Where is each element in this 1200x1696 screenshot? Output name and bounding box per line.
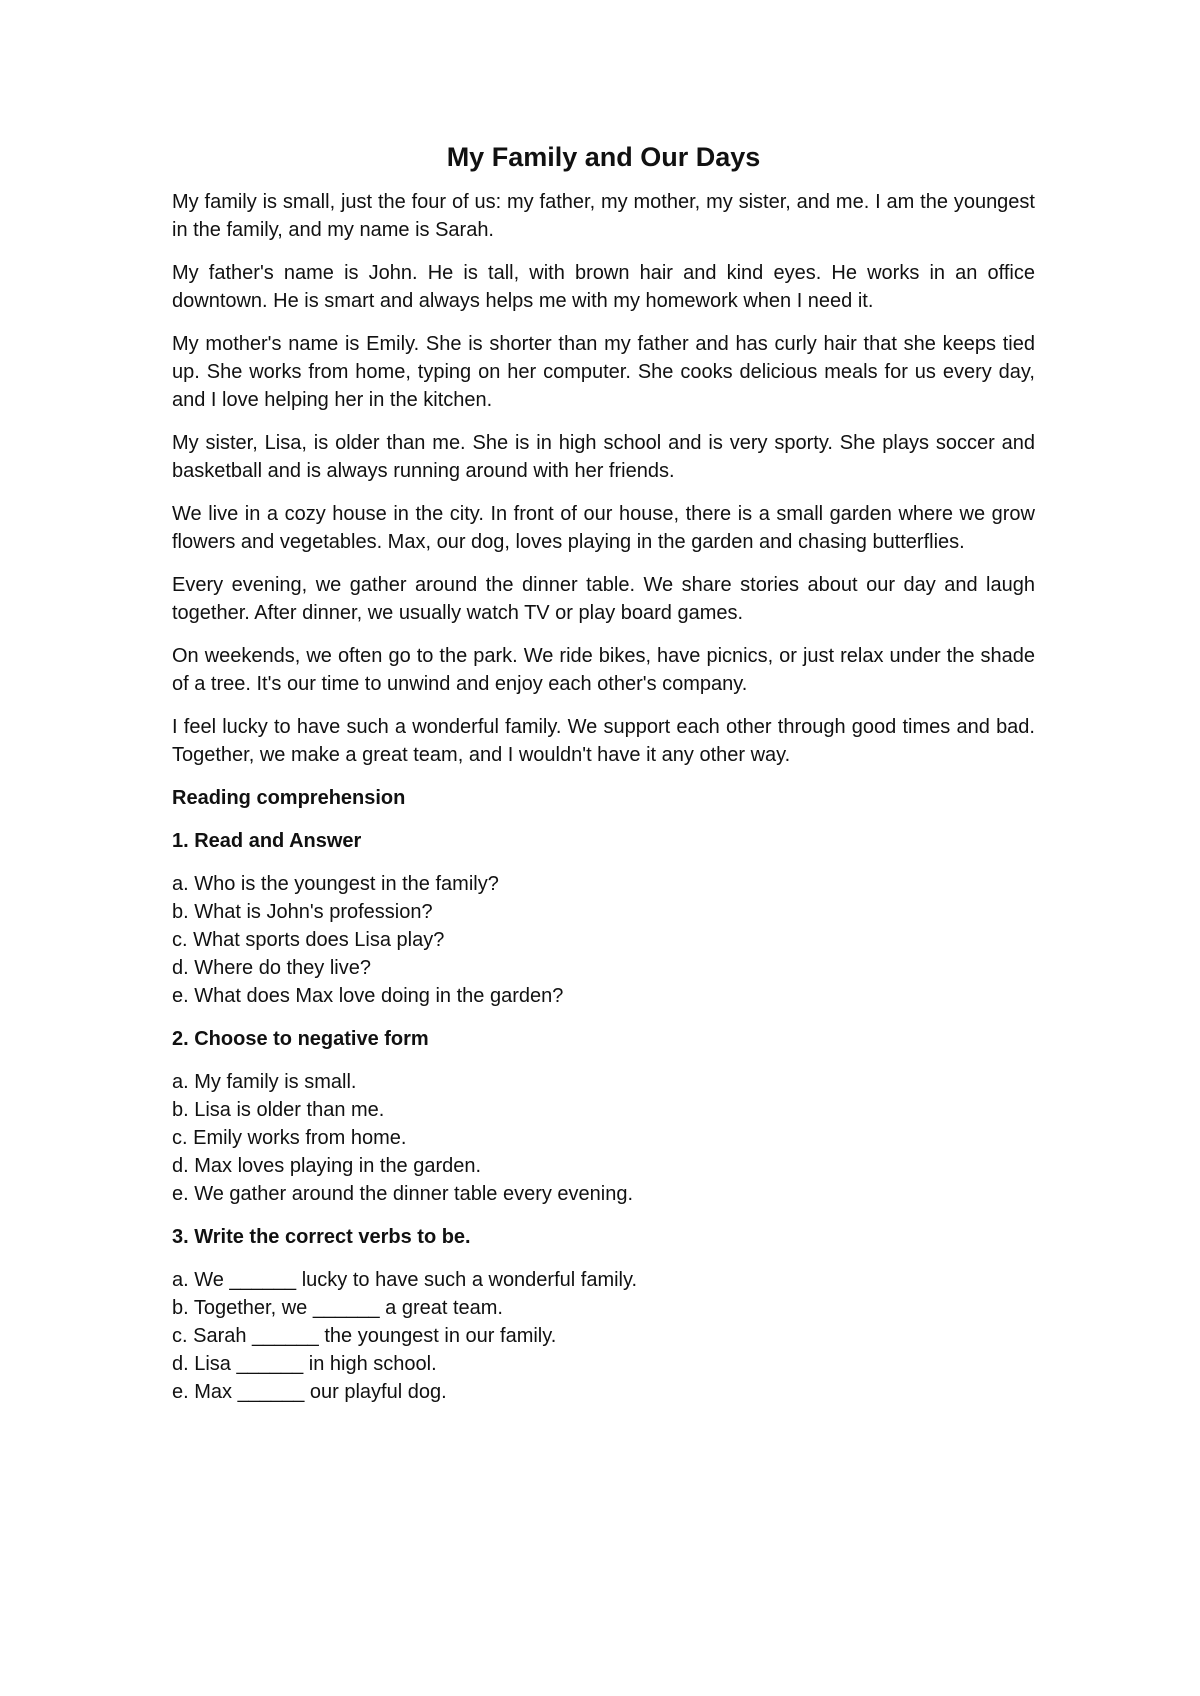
story-paragraph: We live in a cozy house in the city. In front of our house, there is a small garden where we grow flowers and vegetables. Max, our dog, loves playing in the garden and chasing butterflies.: [172, 503, 1035, 553]
story-paragraph: My sister, Lisa, is older than me. She is in high school and is very sporty. She plays soccer and basketball and is always running around with her friends.: [172, 432, 1035, 482]
story-paragraph: On weekends, we often go to the park. We ride bikes, have picnics, or just relax under the shade of a tree. It's our time to unwind and enjoy each other's company.: [172, 645, 1035, 695]
comprehension-heading: Reading comprehension: [172, 787, 406, 809]
question-item: c. Sarah ______ the youngest in our family.: [172, 1325, 557, 1347]
exercise-heading: 3. Write the correct verbs to be.: [172, 1226, 471, 1248]
question-item: c. Emily works from home.: [172, 1127, 407, 1149]
exercise-heading: 2. Choose to negative form: [172, 1028, 429, 1050]
question-item: a. We ______ lucky to have such a wonderful family.: [172, 1269, 638, 1291]
story-paragraph: My father's name is John. He is tall, with brown hair and kind eyes. He works in an office downtown. He is smart and always helps me with my homework when I need it.: [172, 262, 1035, 312]
question-item: d. Lisa ______ in high school.: [172, 1353, 437, 1375]
worksheet-page: [172, 140, 1035, 1421]
question-list: [172, 1068, 1035, 1208]
question-list: [172, 870, 1035, 1010]
page-title: My Family and Our Days: [446, 142, 761, 172]
question-item: b. Lisa is older than me.: [172, 1099, 385, 1121]
story-paragraph: My family is small, just the four of us: my father, my mother, my sister, and me. I am the youngest in the family, and my name is Sarah.: [172, 191, 1035, 241]
story-paragraph: Every evening, we gather around the dinner table. We share stories about our day and laugh together. After dinner, we usually watch TV or play board games.: [172, 574, 1035, 624]
story-paragraph: I feel lucky to have such a wonderful family. We support each other through good times and bad. Together, we make a great team, and I wouldn't have it any other way.: [172, 716, 1035, 766]
question-item: a. My family is small.: [172, 1071, 357, 1093]
question-list: [172, 1266, 1035, 1406]
exercise-heading: 1. Read and Answer: [172, 830, 362, 852]
question-item: b. Together, we ______ a great team.: [172, 1297, 503, 1319]
question-item: d. Max loves playing in the garden.: [172, 1155, 482, 1177]
question-item: e. We gather around the dinner table every evening.: [172, 1183, 634, 1205]
question-item: c. What sports does Lisa play?: [172, 929, 445, 951]
question-item: d. Where do they live?: [172, 957, 371, 979]
question-item: b. What is John's profession?: [172, 901, 433, 923]
question-item: a. Who is the youngest in the family?: [172, 873, 499, 895]
question-item: e. Max ______ our playful dog.: [172, 1381, 447, 1403]
story-paragraph: My mother's name is Emily. She is shorter than my father and has curly hair that she keeps tied up. She works from home, typing on her computer. She cooks delicious meals for us every day, and I love helping her in the kitchen.: [172, 333, 1035, 411]
question-item: e. What does Max love doing in the garden?: [172, 985, 564, 1007]
